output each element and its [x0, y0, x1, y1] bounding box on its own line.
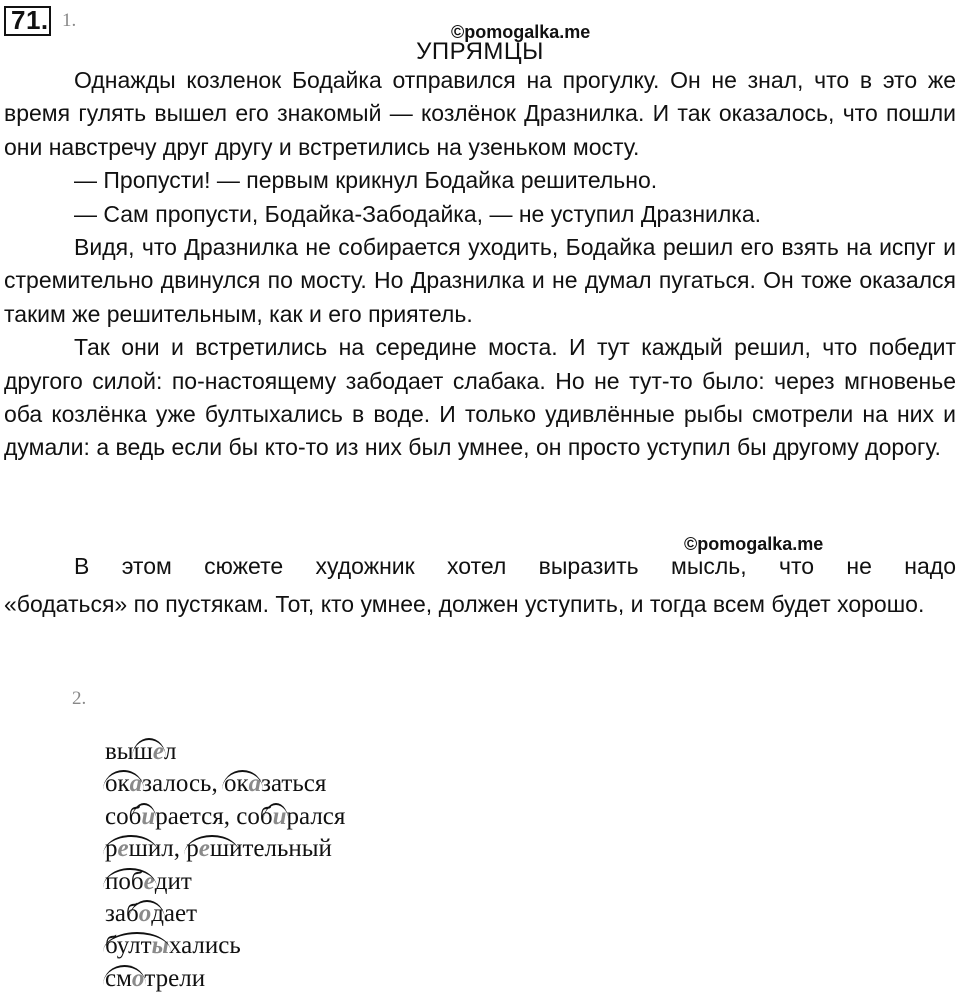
vowel: е	[117, 835, 129, 863]
story-paragraph: Однажды козленок Бодайка отправился на прогулку. Он не знал, что в это же время гулять вышел его знакомый — козлёнок Дразнилка. И так оказалось, что пошли они навстречу друг другу и встретились на узеньком мосту.	[4, 67, 956, 160]
word-row: смотрели	[105, 963, 345, 995]
root-arc: ока	[105, 770, 143, 798]
word-list	[105, 736, 345, 995]
root-arc	[141, 801, 155, 833]
task-number-2: 2.	[72, 688, 87, 709]
root-arc	[273, 801, 287, 833]
word-row: решил, решительный	[105, 833, 345, 865]
conclusion-line-1: В этом сюжете художник хотел выразить мысль, что не надо	[74, 553, 956, 579]
root-arc: побе	[105, 867, 155, 895]
word-row: оказалось, оказаться	[105, 768, 345, 800]
task-number-1: 1.	[62, 10, 77, 31]
word-row: победит	[105, 866, 345, 898]
root-arc: смо	[105, 964, 145, 992]
vowel: о	[138, 899, 152, 927]
root-arc: ше	[133, 738, 164, 765]
story-paragraph: — Пропусти! — первым крикнул Бодайка решительно.	[74, 167, 658, 194]
word-row: соб ирается, соб ирался	[105, 801, 345, 833]
vowel: а	[129, 770, 143, 798]
vowel: е	[143, 867, 155, 895]
vowel: ы	[151, 932, 169, 960]
vowel: а	[248, 770, 262, 798]
story-paragraph: Видя, что Дразнилка не собирается уходить, Бодайка решил его взять на испуг и стремительно двинулся по мосту. Но Дразнилка и не думал пугаться. Он тоже оказался таким же решительным, как и его приятель.	[4, 234, 956, 327]
root-arc	[139, 898, 152, 930]
story-paragraph: — Сам пропусти, Бодайка-Забодайка, — не уступил Дразнилка.	[74, 200, 762, 227]
root-arc: ре	[105, 833, 129, 865]
root-arc: булты	[105, 932, 169, 960]
story-paragraph: Так они и встретились на середине моста. И тут каждый решил, что победит другого силой: по-настоящему забодает слабака. Но не тут-то было: через мгновенье оба козлёнка уже бултыхались в воде. И только удивлённые рыбы смотрели на них и думали: а ведь если бы кто-то из них был умнее, он просто уступил бы другому дорогу.	[4, 334, 956, 461]
conclusion-text	[4, 546, 956, 621]
conclusion-rest: «бодаться» по пустякам. Тот, кто умнее, должен уступить, и тогда всем будет хорошо.	[4, 591, 925, 617]
word-row: заб одает	[105, 898, 345, 930]
watermark-top: ©pomogalka.me	[451, 22, 591, 42]
exercise-number: 71.	[4, 6, 51, 36]
story-text	[4, 64, 956, 465]
word-row: бултыхались	[105, 930, 345, 962]
vowel: и	[272, 802, 287, 830]
vowel: е	[198, 835, 210, 863]
vowel: и	[141, 802, 156, 830]
story-title: УПРЯМЦЫ	[416, 38, 544, 65]
word-row: вы шел	[105, 736, 345, 768]
watermark-middle: ©pomogalka.me	[684, 534, 824, 554]
vowel: е	[152, 738, 164, 765]
root-arc: ре	[186, 833, 210, 865]
root-arc: ока	[223, 770, 262, 798]
vowel: о	[131, 964, 145, 992]
